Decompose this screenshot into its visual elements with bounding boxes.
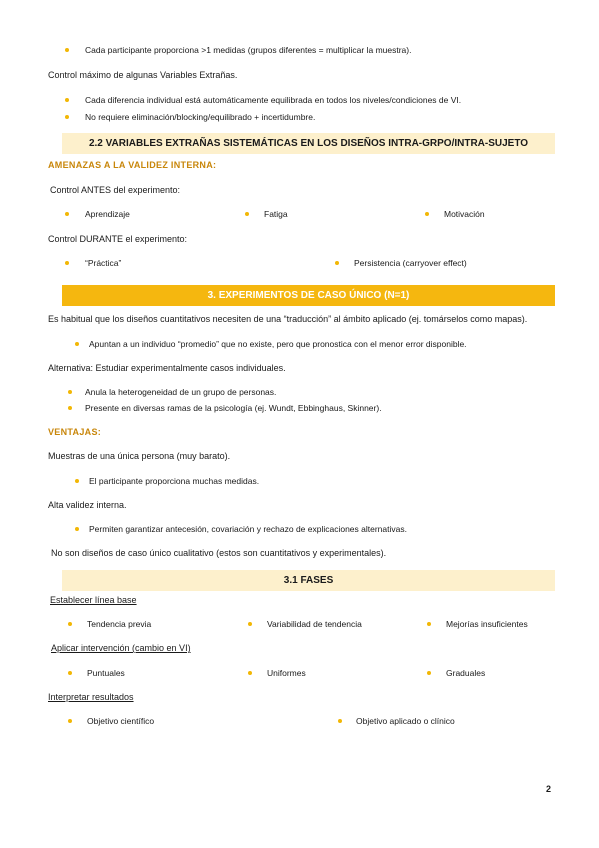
list-item: Permiten garantizar antecesión, covariación y rechazo de explicaciones alternativas. [89,524,407,534]
list-item: Fatiga [264,209,288,219]
paragraph: Alta validez interna. [48,500,127,510]
section-title: 3.1 FASES [283,575,334,586]
list-item: Tendencia previa [87,619,152,629]
bullet-icon [75,342,79,346]
bullet-icon [248,622,252,626]
list-item: Mejorías insuficientes [446,619,528,629]
bullet-icon [245,212,249,216]
section-title: 3. EXPERIMENTOS DE CASO ÚNICO (N=1) [207,290,410,301]
list-item: El participante proporciona muchas medidas. [89,476,260,486]
bullet-icon [427,671,431,675]
bullet-icon [427,622,431,626]
subheading-intervencion: Aplicar intervención (cambio en VI) [51,643,191,653]
list-item: “Práctica” [85,258,122,268]
bullet-icon [68,390,72,394]
paragraph: Es habitual que los diseños cuantitativos necesiten de una “traducción” al ámbito aplicado (ej. tomárselos como mapas). [48,314,528,324]
section-heading-2-2 [62,133,555,154]
list-item: Anula la heterogeneidad de un grupo de personas. [85,387,277,397]
paragraph: Control ANTES del experimento: [50,185,181,195]
bullet-icon [65,212,69,216]
list-item: Apuntan a un individuo “promedio” que no existe, pero que pronostica con el menor error disponible. [89,339,467,349]
subheading-ventajas: VENTAJAS: [48,427,102,437]
bullet-icon [75,479,79,483]
list-item: Puntuales [87,668,125,678]
bullet-icon [65,261,69,265]
subheading-linea-base: Establecer línea base [50,595,137,605]
paragraph: No son diseños de caso único cualitativo (estos son cuantitativos y experimentales). [51,548,387,558]
bullet-icon [65,48,69,52]
list-item: Objetivo científico [87,716,155,726]
bullet-icon [65,115,69,119]
list-item: No requiere eliminación/blocking/equilibrado + incertidumbre. [85,112,316,122]
bullet-icon [68,671,72,675]
paragraph: Alternativa: Estudiar experimentalmente casos individuales. [48,363,286,373]
bullet-icon [335,261,339,265]
list-item: Persistencia (carryover effect) [354,258,467,268]
bullet-icon [65,98,69,102]
bullet-icon [68,719,72,723]
section-heading-3 [62,285,555,306]
list-item: Presente en diversas ramas de la psicología (ej. Wundt, Ebbinghaus, Skinner). [85,403,382,413]
bullet-icon [338,719,342,723]
section-heading-3-1 [62,570,555,591]
list-item: Motivación [444,209,485,219]
paragraph: Control DURANTE el experimento: [48,234,188,244]
bullet-icon [248,671,252,675]
section-title: 2.2 VARIABLES EXTRAÑAS SISTEMÁTICAS EN LOS DISEÑOS INTRA-GRPO/INTRA-SUJETO [88,138,529,149]
list-item: Cada participante proporciona >1 medidas (grupos diferentes = multiplicar la muestra). [85,45,412,55]
subheading-interpretar: Interpretar resultados [48,692,134,702]
page-number: 2 [545,784,551,794]
list-item: Aprendizaje [85,209,130,219]
list-item: Uniformes [267,668,306,678]
paragraph: Control máximo de algunas Variables Extrañas. [48,70,238,80]
paragraph: Muestras de una única persona (muy barato). [48,451,231,461]
list-item: Objetivo aplicado o clínico [356,716,455,726]
list-item: Graduales [446,668,486,678]
list-item: Cada diferencia individual está automáticamente equilibrada en todos los niveles/condiciones de VI. [85,95,462,105]
bullet-icon [68,406,72,410]
list-item: Variabilidad de tendencia [267,619,362,629]
bullet-icon [68,622,72,626]
bullet-icon [425,212,429,216]
subheading-amenazas: AMENAZAS A LA VALIDEZ INTERNA: [48,160,217,170]
bullet-icon [75,527,79,531]
